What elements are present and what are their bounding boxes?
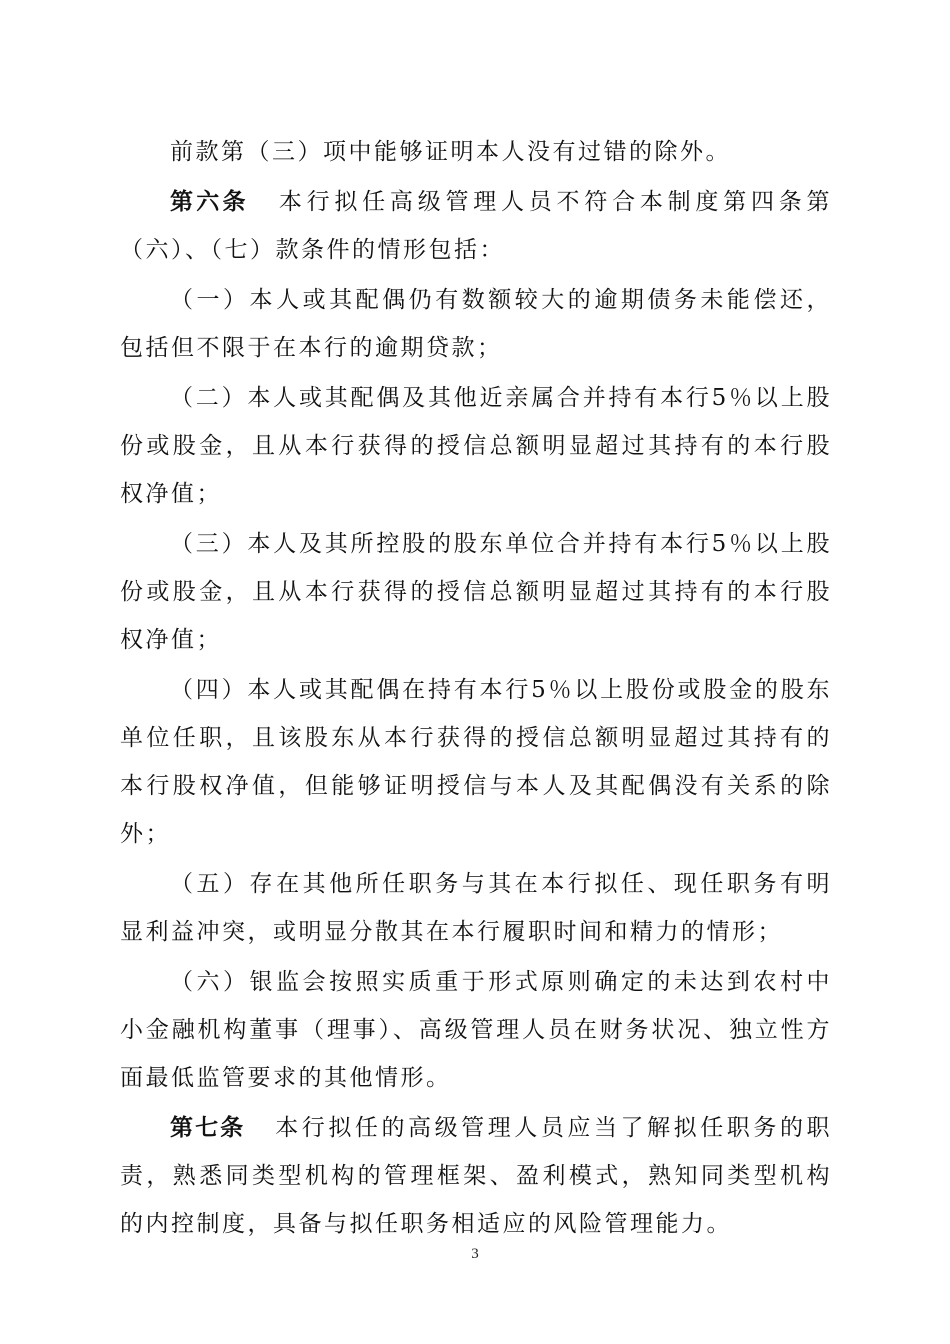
paragraph-text: （六）银监会按照实质重于形式原则确定的未达到农村中小金融机构董事（理事）、高级管理人员在财务状况、独立性方面最低监管要求的其他情形。	[120, 969, 832, 1091]
clause-3	[120, 520, 832, 664]
article-7	[120, 1104, 832, 1248]
paragraph-text: （一）本人或其配偶仍有数额较大的逾期债务未能偿还，包括但不限于在本行的逾期贷款；	[120, 287, 832, 361]
page-number: 3	[471, 1246, 479, 1262]
paragraph-text: （二）本人或其配偶及其他近亲属合并持有本行5％以上股份或股金，且从本行获得的授信总额明显超过其持有的本行股权净值；	[120, 385, 832, 507]
clause-4	[120, 666, 832, 858]
clause-2	[120, 374, 832, 518]
document-body	[120, 128, 832, 1248]
paragraph-continuation	[120, 128, 832, 176]
article-6	[120, 178, 832, 274]
article-number: 第七条	[170, 1114, 246, 1141]
clause-5	[120, 860, 832, 956]
paragraph-text: （五）存在其他所任职务与其在本行拟任、现任职务有明显利益冲突，或明显分散其在本行履职时间和精力的情形；	[120, 871, 832, 945]
clause-6	[120, 958, 832, 1102]
article-number: 第六条	[170, 188, 249, 215]
paragraph-text: （四）本人或其配偶在持有本行5％以上股份或股金的股东单位任职，且该股东从本行获得的授信总额明显超过其持有的本行股权净值，但能够证明授信与本人及其配偶没有关系的除外；	[120, 677, 832, 847]
paragraph-text: 前款第（三）项中能够证明本人没有过错的除外。	[170, 139, 731, 165]
clause-1	[120, 276, 832, 372]
paragraph-text: 本行拟任高级管理人员不符合本制度第四条第（六）、（七）款条件的情形包括：	[120, 189, 833, 263]
paragraph-text: （三）本人及其所控股的股东单位合并持有本行5％以上股份或股金，且从本行获得的授信总额明显超过其持有的本行股权净值；	[120, 531, 832, 653]
paragraph-text: 本行拟任的高级管理人员应当了解拟任职务的职责，熟悉同类型机构的管理框架、盈利模式，熟知同类型机构的内控制度，具备与拟任职务相适应的风险管理能力。	[120, 1115, 833, 1237]
